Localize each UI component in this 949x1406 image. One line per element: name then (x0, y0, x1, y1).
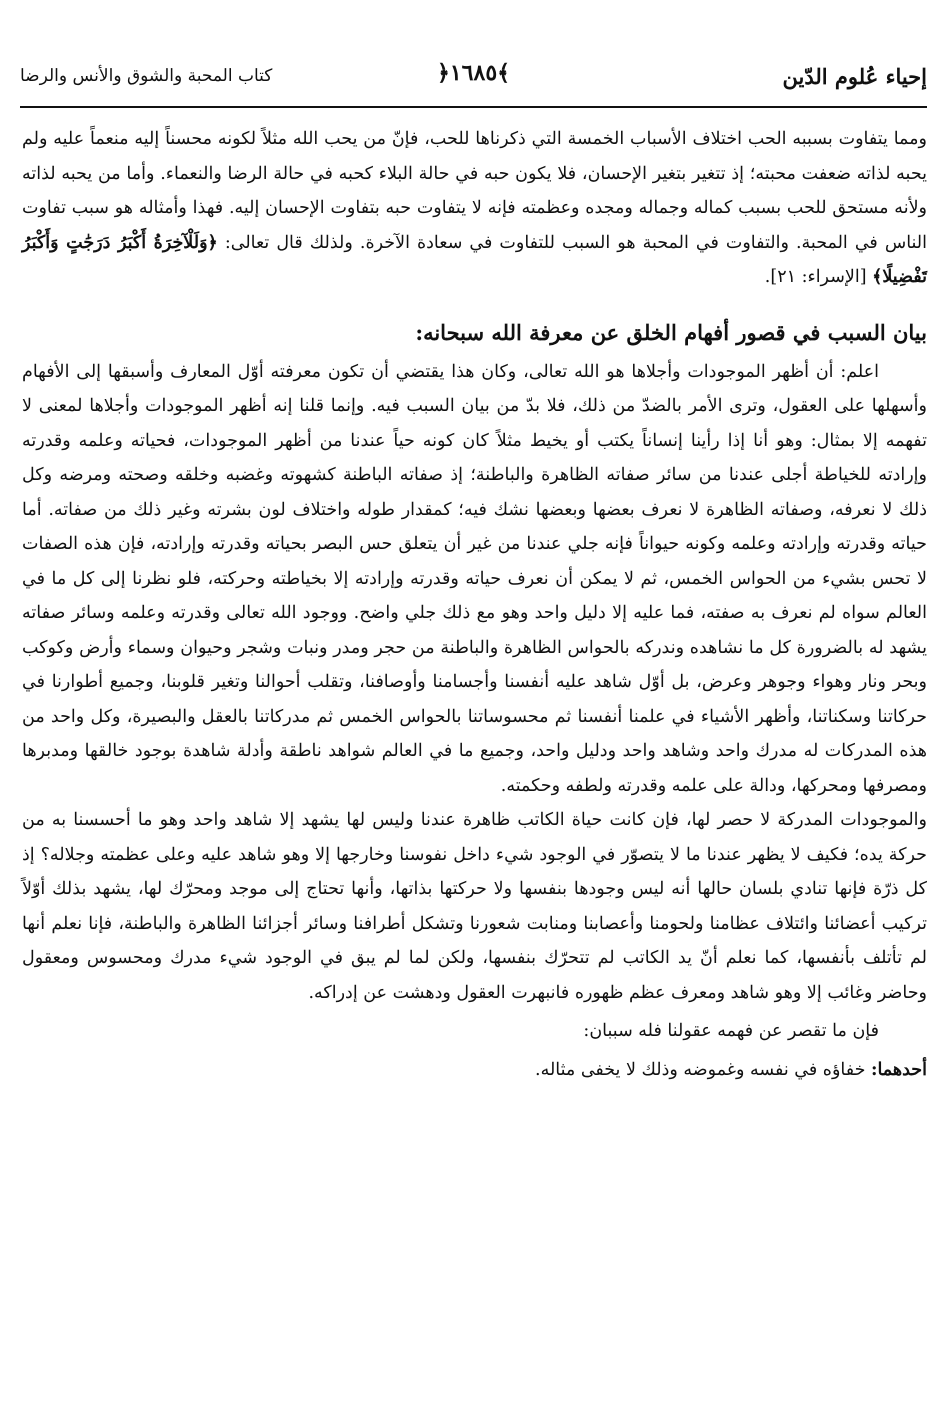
verse-reference: [الإسراء: ٢١]. (764, 267, 873, 287)
paragraph-know-that: اعلم: أن أظهر الموجودات وأجلاها هو الله تعالى، وكان هذا يقتضي أن تكون معرفته أوّل المعارف وأسبقها إلى الأفهام وأسهلها على العقول، وترى الأمر بالضدّ من ذلك، فلا بدّ من بيان السبب فيه. وإنما قلنا إنه أظهر الموجودات وأجلاها لمعنى لا تفهمه إلا بمثال: وهو أنا إذا رأينا إنساناً يكتب أو يخيط مثلاً كان كونه حياً عندنا من أظهر الموجودات، فحياته وعلمه وقدرته وإرادته للخياطة أجلى عندنا من سائر صفاته الظاهرة والباطنة؛ إذ صفاته الباطنة كشهوته وغضبه وخلقه وصحته ومرضه وكل ذلك لا نعرفه، وصفاته الظاهرة لا نعرف بعضها وبعضها نشك فيه؛ كمقدار طوله واختلاف لون بشرته وغير ذلك من صفاته. أما حياته وقدرته وإرادته وعلمه وكونه حيواناً فإنه جلي عندنا من غير أن يتعلق حس البصر بحياته وقدرته وإرادته، فإن هذه الصفات لا تحس بشيء من الحواس الخمس، ثم لا يمكن أن نعرف حياته وقدرته وإرادته إلا بخياطته وحركته، فلو نظرنا إلى كل ما في العالم سواه لم نعرف به صفته، فما عليه إلا دليل واحد وهو مع ذلك جلي واضح. ووجود الله تعالى وقدرته وعلمه وسائر صفاته يشهد له بالضرورة كل ما نشاهده وندركه بالحواس الظاهرة والباطنة من حجر ومدر ونبات وشجر وحيوان وسماء وأرض وكوكب وبحر ونار وهواء وجوهر وعرض، بل أوّل شاهد عليه أنفسنا وأجسامنا وأوصافنا، وتقلب أحوالنا وتغير قلوبنا، وجميع أطوارنا في حركاتنا وسكناتنا، وأظهر الأشياء في علمنا أنفسنا ثم محسوساتنا بالحواس الخمس ثم مدركاتنا بالعقل والبصيرة، وكل واحد من هذه المدركات له مدرك واحد وشاهد واحد ودليل واحد، وجميع ما في العالم شواهد ناطقة وأدلة شاهدة بوجود خالقها ومدبرها ومصرفها ومحركها، ودالة على علمه وقدرته ولطفه وحكمته. (22, 361, 927, 796)
first-reason-label: أحدهما: (870, 1059, 927, 1080)
paragraph-love-variation (22, 122, 927, 295)
first-reason-text: خفاؤه في نفسه وغموضه وذلك لا يخفى مثاله. (535, 1059, 871, 1080)
page-header (20, 54, 927, 108)
paragraph-perceived-existents: والموجودات المدركة لا حصر لها، فإن كانت حياة الكاتب ظاهرة عندنا وليس لها يشهد إلا شاهد واحد وهو ما أحسسنا به من حركة يده؛ فكيف لا يظهر عندنا ما لا يتصوّر في الوجود شيء داخل نفوسنا وخارجها إلا وهو شاهد عليه وعلى عظمته وجلاله؟ إذ كل ذرّة فإنها تنادي بلسان حالها أنه ليس وجودها بنفسها ولا حركتها بذاتها، وأنها تحتاج إلى موجد ومحرّك لها، يشهد بذلك أوّلاً تركيب أعضائنا وائتلاف عظامنا ولحومنا وأعصابنا ومنابت شعورنا وتشكل أطرافنا وسائر أجزائنا الظاهرة والباطنة، فإنا نعلم أنها لم تأتلف بأنفسها، كما نعلم أنّ يد الكاتب لم تتحرّك بنفسها، ولكن لما لم يبق في الوجود شيء مدرك ومحسوس ومعقول وحاضر وغائب إلا وهو شاهد ومعرف عظم ظهوره فانبهرت العقول ودهشت عن إدراكه. (22, 810, 927, 1003)
book-title: إحياء عُلوم الدّين (782, 64, 927, 89)
section-heading: بيان السبب في قصور أفهام الخلق عن معرفة الله سبحانه: (415, 319, 927, 345)
quran-verse: ﴿وَلَلْآخِرَةُ أَكْبَرُ دَرَجَٰتٍ وَأَكْبَرُ تَفْضِيلًا﴾ (22, 232, 927, 287)
paragraph-text: ومما يتفاوت بسببه الحب اختلاف الأسباب الخمسة التي ذكرناها للحب، فإنّ من يحب الله مثلاً لكونه محسناً إليه منعماً عليه ولم يحبه لذاته ضعفت محبته؛ إذ تتغير بتغير الإحسان، فلا يكون حبه في حالة البلاء كحبه في حالة الرضا والنعماء. وأما من يحبه لذاته ولأنه مستحق للحب بسبب كماله وجماله ومجده وعظمته فإنه لا يتفاوت حبه بتفاوت الإحسان إليه. فهذا وأمثاله هو سبب تفاوت الناس في المحبة. والتفاوت في المحبة هو السبب للتفاوت في سعادة الآخرة. ولذلك قال تعالى: (22, 129, 927, 253)
paragraph-two-reasons: فإن ما تقصر عن فهمه عقولنا فله سببان: (583, 1021, 879, 1041)
page-number-value: ١٦٨٥ (449, 60, 498, 86)
page-body (22, 122, 927, 1087)
page-number: ﴿١٦٨٥﴾ (436, 60, 511, 86)
paragraph-first-reason (22, 1053, 927, 1088)
chapter-title: كتاب المحبة والشوق والأنس والرضا (20, 66, 273, 86)
